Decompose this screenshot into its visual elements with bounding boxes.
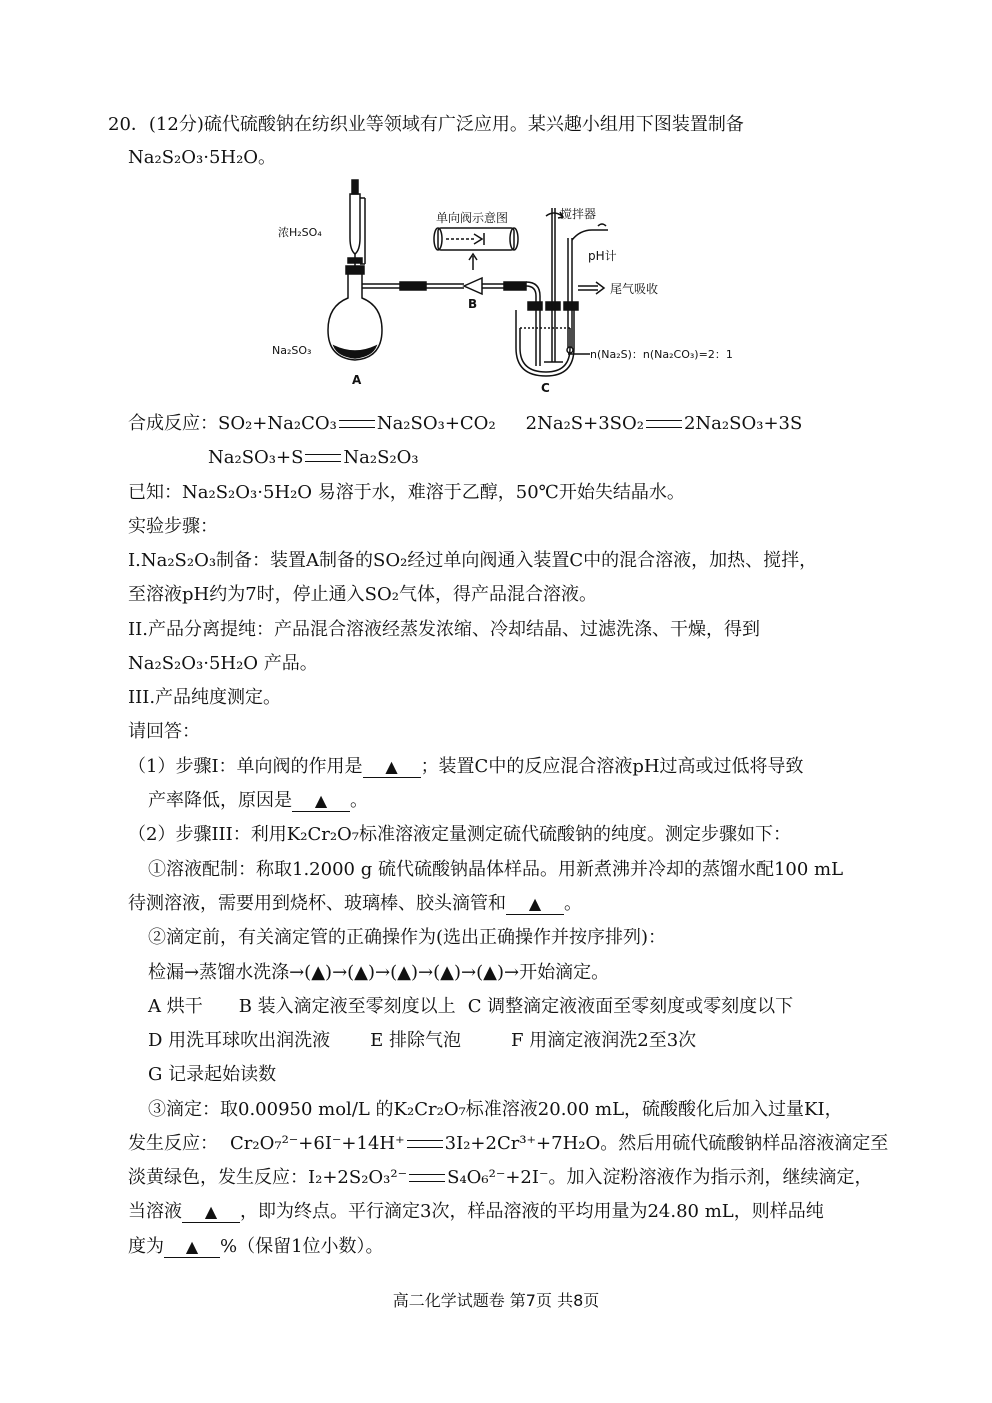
reaction-5-left: I₂+2S₂O₃²⁻ xyxy=(308,1167,408,1188)
target-formula: Na₂S₂O₃·5H₂O。 xyxy=(128,147,277,168)
sequence-end: →开始滴定。 xyxy=(504,962,610,983)
sequence-blank[interactable]: (▲) xyxy=(476,962,504,983)
label-valve: 单向阀示意图 xyxy=(436,211,509,225)
gas-tube-AB xyxy=(362,282,464,290)
step-1-line-1: I.Na₂S₂O₃制备：装置A制备的SO₂经过单向阀通入装置C中的混合溶液，加热、搅拌， xyxy=(128,550,818,571)
step-2-line-1: II.产品分离提纯：产品混合溶液经蒸发浓缩、冷却结晶、过滤洗涤、干燥，得到 xyxy=(128,619,760,640)
q1-text-a: （1）步骤I：单向阀的作用是 xyxy=(128,756,363,777)
q2-part3-line3 xyxy=(128,1166,873,1190)
equals-sign xyxy=(646,420,682,428)
option-B: B 装入滴定液至零刻度以上 xyxy=(238,996,456,1017)
q1-text-c: 产率降低，原因是 xyxy=(148,790,292,811)
page-footer: 高二化学试题卷 第7页 共8页 xyxy=(392,1291,600,1310)
step-3: III.产品纯度测定。 xyxy=(128,687,282,708)
sequence-arrow: → xyxy=(418,962,434,983)
q1-text-b: ；装置C中的反应混合溶液pH过高或过低将导致 xyxy=(420,756,804,777)
q2-part3-prefix: 发生反应： xyxy=(128,1133,218,1154)
option-E: E 排除气泡 xyxy=(370,1030,462,1051)
sequence-arrow: → xyxy=(461,962,477,983)
q1-text-d: 。 xyxy=(350,790,368,811)
valve-schematic xyxy=(434,228,518,250)
answer-blank[interactable]: ▲ xyxy=(164,1237,220,1258)
reaction-4-left: Cr₂O₇²⁻+6I⁻+14H⁺ xyxy=(230,1133,405,1154)
q2-intro: （2）步骤III：利用K₂Cr₂O₇标准溶液定量测定硫代硫酸钠的纯度。测定步骤如下： xyxy=(128,824,792,845)
options-row-2 xyxy=(148,1029,696,1053)
label-ph-meter: pH计 xyxy=(588,249,617,263)
label-C: C xyxy=(541,381,550,395)
option-A: A 烘干 xyxy=(148,996,203,1017)
flask-A xyxy=(328,266,382,360)
q1-line-2 xyxy=(148,789,368,813)
question-score: (12分) xyxy=(148,114,204,135)
sequence-blank[interactable]: (▲) xyxy=(390,962,419,983)
purity-text-a: 度为 xyxy=(128,1236,164,1257)
label-salt: Na₂SO₃ xyxy=(272,344,312,357)
reaction-4-right: 3I₂+2Cr³⁺+7H₂O。 xyxy=(444,1133,619,1154)
answer-blank[interactable]: ▲ xyxy=(506,894,564,915)
q2-part2-title: ②滴定前，有关滴定管的正确操作为(选出正确操作并按序排列)： xyxy=(148,927,667,948)
question-intro: 硫代硫酸钠在纺织业等领域有广泛应用。某兴趣小组用下图装置制备 xyxy=(203,114,744,135)
sequence-blank[interactable]: (▲) xyxy=(304,962,333,983)
reaction-1-right: Na₂SO₃+CO₂ xyxy=(376,413,496,434)
answer-blank[interactable]: ▲ xyxy=(363,757,421,778)
reaction-2-left: 2Na₂S+3SO₂ xyxy=(525,413,644,434)
step-2-line-2: Na₂S₂O₃·5H₂O 产品。 xyxy=(128,653,318,674)
option-F: F 用滴定液润洗2至3次 xyxy=(511,1030,697,1051)
label-tail-gas: 尾气吸收 xyxy=(610,282,659,296)
question-header xyxy=(108,113,744,137)
reaction-3-left: Na₂SO₃+S xyxy=(208,447,304,468)
steps-title: 实验步骤： xyxy=(128,516,218,537)
label-stirrer: 搅拌器 xyxy=(560,207,597,221)
equals-sign xyxy=(305,454,341,462)
equals-sign xyxy=(339,420,375,428)
q2-part1-end: 。 xyxy=(564,893,582,914)
sequence-blank[interactable]: (▲) xyxy=(347,962,376,983)
option-C: C 调整滴定液液面至零刻度或零刻度以下 xyxy=(467,996,794,1017)
answer-blank[interactable]: ▲ xyxy=(292,791,350,812)
options-row-1 xyxy=(148,995,793,1019)
reaction-5-right: S₄O₆²⁻+2I⁻。 xyxy=(447,1167,567,1188)
answer-blank[interactable]: ▲ xyxy=(182,1202,240,1223)
dropping-funnel xyxy=(348,180,365,270)
synthesis-line-1 xyxy=(128,412,802,436)
apparatus-figure xyxy=(268,178,738,400)
answer-prompt: 请回答： xyxy=(128,721,200,742)
label-acid: 浓H₂SO₄ xyxy=(278,226,322,239)
equals-sign xyxy=(409,1174,445,1182)
sequence-start: 检漏→蒸馏水洗涤→ xyxy=(148,962,305,983)
sequence-arrow: → xyxy=(375,962,391,983)
endpoint-text-a: 当溶液 xyxy=(128,1201,182,1222)
synthesis-label: 合成反应： xyxy=(128,413,218,434)
option-D: D 用洗耳球吹出润洗液 xyxy=(148,1030,331,1051)
sequence-arrow: → xyxy=(332,962,348,983)
option-G: G 记录起始读数 xyxy=(148,1064,277,1085)
q2-part3-line5 xyxy=(128,1235,384,1259)
question-number: 20． xyxy=(108,114,149,135)
label-ratio: n(Na₂S)：n(Na₂CO₃)=2：1 xyxy=(590,348,733,361)
q2-part3-suffix-2: 加入淀粉溶液作为指示剂，继续滴定， xyxy=(566,1167,873,1188)
purity-text-b: %（保留1位小数）。 xyxy=(220,1236,384,1257)
q2-part3-line4 xyxy=(128,1200,824,1224)
q1-line-1 xyxy=(128,755,804,779)
q2-sequence xyxy=(148,961,609,985)
q2-part1-line1: ①溶液配制：称取1.2000 g 硫代硫酸钠晶体样品。用新煮沸并冷却的蒸馏水配100 mL xyxy=(148,859,844,880)
reaction-1-left: SO₂+Na₂CO₃ xyxy=(218,413,337,434)
q2-part3-suffix: 然后用硫代硫酸钠样品溶液滴定至 xyxy=(618,1133,889,1154)
reaction-3-right: Na₂S₂O₃ xyxy=(343,447,419,468)
q2-part3-prefix-2: 淡黄绿色，发生反应： xyxy=(128,1167,308,1188)
q2-part1-line2 xyxy=(128,892,582,916)
q2-part3-line1: ③滴定：取0.00950 mol/L 的K₂Cr₂O₇标准溶液20.00 mL，硫酸酸化后加入过量KI， xyxy=(148,1099,843,1120)
label-A: A xyxy=(352,373,362,387)
known-info: 已知：Na₂S₂O₃·5H₂O 易溶于水，难溶于乙醇，50℃开始失结晶水。 xyxy=(128,482,685,503)
label-B: B xyxy=(468,297,478,311)
reaction-2-right: 2Na₂SO₃+3S xyxy=(683,413,803,434)
equals-sign xyxy=(407,1140,443,1148)
endpoint-text-b: ，即为终点。平行滴定3次，样品溶液的平均用量为24.80 mL，则样品纯 xyxy=(240,1201,824,1222)
step-1-line-2: 至溶液pH约为7时，停止通入SO₂气体，得产品混合溶液。 xyxy=(128,584,597,605)
sequence-blank[interactable]: (▲) xyxy=(433,962,462,983)
synthesis-line-2 xyxy=(208,446,419,470)
q2-part3-line2 xyxy=(128,1132,888,1156)
q2-part1-text: 待测溶液，需要用到烧杯、玻璃棒、胶头滴管和 xyxy=(128,893,506,914)
